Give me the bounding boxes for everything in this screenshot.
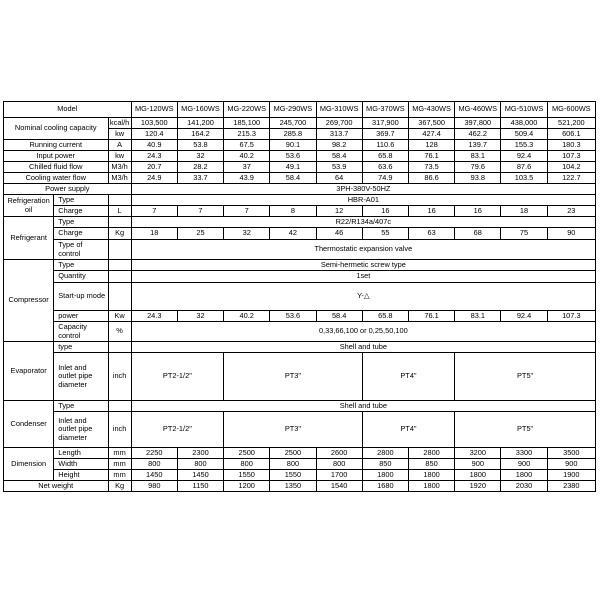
unit-cell: kw bbox=[108, 151, 131, 162]
sub-label: Length bbox=[54, 448, 108, 459]
value-cell: 1900 bbox=[547, 470, 595, 481]
value-cell: 86.6 bbox=[408, 173, 454, 184]
model-row bbox=[4, 102, 596, 118]
value-cell: 55 bbox=[362, 228, 408, 240]
value-cell: 1200 bbox=[224, 481, 270, 492]
unit-cell bbox=[108, 260, 131, 271]
pipe-value: PT3" bbox=[224, 353, 363, 401]
running-current-row bbox=[4, 140, 596, 151]
unit-cell: kcal/h bbox=[109, 117, 130, 127]
sub-label: type bbox=[54, 342, 108, 353]
value-cell: 92.4 bbox=[501, 311, 547, 322]
width-row bbox=[4, 459, 596, 470]
compressor-power-row bbox=[4, 311, 596, 322]
input-power-row bbox=[4, 151, 596, 162]
value-cell: 83.1 bbox=[455, 151, 501, 162]
value-cell: 269,700 bbox=[316, 118, 362, 129]
value-cell: 139.7 bbox=[455, 140, 501, 151]
value-cell: 40.9 bbox=[131, 140, 177, 151]
value-cell: 107.3 bbox=[547, 311, 595, 322]
value-cell: 87.6 bbox=[501, 162, 547, 173]
value-cell: 16 bbox=[362, 206, 408, 217]
unit-cell: inch bbox=[108, 353, 131, 401]
value-cell: 180.3 bbox=[547, 140, 595, 151]
unit-cell: L bbox=[108, 206, 131, 217]
power-supply-row bbox=[4, 184, 596, 195]
sub-label: Type bbox=[54, 260, 108, 271]
value-cell: 7 bbox=[224, 206, 270, 217]
value-cell: 12 bbox=[316, 206, 362, 217]
value-cell: 53.6 bbox=[270, 151, 316, 162]
unit-cell: % bbox=[108, 322, 131, 342]
compressor-type-row bbox=[4, 260, 596, 271]
sub-label: Start-up mode bbox=[54, 283, 108, 311]
value-cell: 25 bbox=[177, 228, 223, 240]
value-cell: 18 bbox=[501, 206, 547, 217]
value-cell: 122.7 bbox=[547, 173, 595, 184]
sub-label: Inlet and outlet pipe diameter bbox=[54, 412, 108, 448]
value-cell: 1800 bbox=[408, 481, 454, 492]
value-cell: 521,200 bbox=[547, 118, 595, 129]
value-cell: 98.2 bbox=[316, 140, 362, 151]
value-cell: 32 bbox=[177, 311, 223, 322]
value-cell: 46 bbox=[316, 228, 362, 240]
value-cell: 76.1 bbox=[408, 151, 454, 162]
value-cell: 1350 bbox=[270, 481, 316, 492]
spec-table bbox=[3, 101, 596, 492]
model-cell: MG-310WS bbox=[316, 102, 362, 118]
value-cell: 980 bbox=[131, 481, 177, 492]
sub-label: Type bbox=[54, 401, 108, 412]
unit-cell bbox=[108, 240, 131, 260]
value-cell: 2500 bbox=[224, 448, 270, 459]
value-cell: 2600 bbox=[316, 448, 362, 459]
value-cell: 65.8 bbox=[362, 311, 408, 322]
value-cell: 1700 bbox=[316, 470, 362, 481]
value-cell: 120.4 bbox=[131, 129, 177, 140]
cond-pipe-row bbox=[4, 412, 596, 448]
unit-cell: mm bbox=[108, 459, 131, 470]
unit-cell bbox=[108, 271, 131, 283]
model-cell: MG-220WS bbox=[224, 102, 270, 118]
value-cell: 850 bbox=[408, 459, 454, 470]
compressor-label: Compressor bbox=[4, 260, 54, 342]
unit-cell bbox=[108, 283, 131, 311]
unit-cell: M3/h bbox=[108, 173, 131, 184]
value-cell: 92.4 bbox=[501, 151, 547, 162]
cond-type-value: Shell and tube bbox=[131, 401, 595, 412]
value-cell: 462.2 bbox=[455, 129, 501, 140]
value-cell: 367,500 bbox=[408, 118, 454, 129]
control-type-row bbox=[4, 240, 596, 260]
value-cell: 900 bbox=[501, 459, 547, 470]
unit-cell: mm bbox=[108, 448, 131, 459]
value-cell: 83.1 bbox=[455, 311, 501, 322]
capacity-control-row bbox=[4, 322, 596, 342]
value-cell: 3500 bbox=[547, 448, 595, 459]
unit-cell: kw bbox=[108, 129, 131, 140]
unit-cell: Kw bbox=[108, 311, 131, 322]
value-cell: 1680 bbox=[362, 481, 408, 492]
value-cell: 58.4 bbox=[270, 173, 316, 184]
chilled-flow-label: Chilled fluid flow bbox=[4, 162, 109, 173]
value-cell: 18 bbox=[131, 228, 177, 240]
net-weight-label: Net weight bbox=[4, 481, 109, 492]
power-supply-value: 3PH-380V-50HZ bbox=[131, 184, 595, 195]
value-cell: 1150 bbox=[177, 481, 223, 492]
condenser-label: Condenser bbox=[4, 401, 54, 448]
value-cell: 76.1 bbox=[408, 311, 454, 322]
oil-type-value: HBR-A01 bbox=[131, 195, 595, 206]
value-cell: 800 bbox=[224, 459, 270, 470]
value-cell: 24.9 bbox=[131, 173, 177, 184]
height-row bbox=[4, 470, 596, 481]
sub-label: Charge bbox=[54, 228, 108, 240]
sub-label: Charge bbox=[54, 206, 108, 217]
value-cell: 317,900 bbox=[362, 118, 408, 129]
refrigerant-type-row bbox=[4, 217, 596, 228]
value-cell: 104.2 bbox=[547, 162, 595, 173]
model-cell: MG-120WS bbox=[131, 102, 177, 118]
value-cell: 7 bbox=[131, 206, 177, 217]
value-cell: 800 bbox=[131, 459, 177, 470]
compressor-qty-row bbox=[4, 271, 596, 283]
sub-label: Width bbox=[54, 459, 108, 470]
value-cell: 43.9 bbox=[224, 173, 270, 184]
input-power-label: Input power bbox=[4, 151, 109, 162]
model-cell: MG-600WS bbox=[547, 102, 595, 118]
unit-cell: Kg bbox=[108, 481, 131, 492]
value-cell: 900 bbox=[547, 459, 595, 470]
value-cell: 313.7 bbox=[316, 129, 362, 140]
length-row bbox=[4, 448, 596, 459]
value-cell: 397,800 bbox=[455, 118, 501, 129]
value-cell: 110.6 bbox=[362, 140, 408, 151]
value-cell: 2250 bbox=[131, 448, 177, 459]
value-cell: 509.4 bbox=[501, 129, 547, 140]
unit-cell bbox=[108, 217, 131, 228]
value-cell: 438,000 bbox=[501, 118, 547, 129]
value-cell: 65.8 bbox=[362, 151, 408, 162]
value-cell: 20.7 bbox=[131, 162, 177, 173]
value-cell: 369.7 bbox=[362, 129, 408, 140]
compressor-qty-value: 1set bbox=[131, 271, 595, 283]
value-cell: 90 bbox=[547, 228, 595, 240]
value-cell: 58.4 bbox=[316, 311, 362, 322]
value-cell: 37 bbox=[224, 162, 270, 173]
sub-label: Height bbox=[54, 470, 108, 481]
startup-value: Y-△ bbox=[131, 283, 595, 311]
value-cell: 1800 bbox=[408, 470, 454, 481]
value-cell: 40.2 bbox=[224, 151, 270, 162]
value-cell: 245,700 bbox=[270, 118, 316, 129]
sub-label: Capacity control bbox=[54, 322, 108, 342]
startup-row bbox=[4, 283, 596, 311]
value-cell: 16 bbox=[455, 206, 501, 217]
oil-type-row bbox=[4, 195, 596, 206]
value-cell: 1450 bbox=[131, 470, 177, 481]
value-cell: 1800 bbox=[362, 470, 408, 481]
value-cell: 32 bbox=[224, 228, 270, 240]
control-type-value: Thermostatic expansion valve bbox=[131, 240, 595, 260]
sub-label: power bbox=[54, 311, 108, 322]
sub-label: Type of control bbox=[54, 240, 108, 260]
value-cell: 24.3 bbox=[131, 311, 177, 322]
value-cell: 850 bbox=[362, 459, 408, 470]
value-cell: 93.8 bbox=[455, 173, 501, 184]
refrigerant-label: Refrigerant bbox=[4, 217, 54, 260]
value-cell: 1450 bbox=[177, 470, 223, 481]
value-cell: 64 bbox=[316, 173, 362, 184]
value-cell: 7 bbox=[177, 206, 223, 217]
value-cell: 2500 bbox=[270, 448, 316, 459]
value-cell: 128 bbox=[408, 140, 454, 151]
value-cell: 73.5 bbox=[408, 162, 454, 173]
unit-cell: inch bbox=[108, 412, 131, 448]
pipe-value: PT3" bbox=[224, 412, 363, 448]
value-cell: 42 bbox=[270, 228, 316, 240]
model-cell: MG-510WS bbox=[501, 102, 547, 118]
value-cell: 900 bbox=[455, 459, 501, 470]
net-weight-row bbox=[4, 481, 596, 492]
dimension-label: Dimension bbox=[4, 448, 54, 481]
pipe-value: PT2-1/2" bbox=[131, 353, 223, 401]
sub-label: Inlet and outlet pipe diameter bbox=[54, 353, 108, 401]
value-cell: 141,200 bbox=[177, 118, 223, 129]
value-cell: 2030 bbox=[501, 481, 547, 492]
sub-label: Type bbox=[54, 195, 108, 206]
refrigerant-type-value: R22/R134a/407c bbox=[131, 217, 595, 228]
value-cell: 58.4 bbox=[316, 151, 362, 162]
value-cell: 3300 bbox=[501, 448, 547, 459]
cooling-flow-row bbox=[4, 173, 596, 184]
value-cell: 67.5 bbox=[224, 140, 270, 151]
model-label: Model bbox=[4, 102, 132, 118]
value-cell: 23 bbox=[547, 206, 595, 217]
pipe-value: PT5" bbox=[455, 353, 596, 401]
pipe-value: PT5" bbox=[455, 412, 596, 448]
value-cell: 8 bbox=[270, 206, 316, 217]
unit-cell bbox=[108, 401, 131, 412]
model-cell: MG-370WS bbox=[362, 102, 408, 118]
value-cell: 285.8 bbox=[270, 129, 316, 140]
unit-cell: Kg bbox=[108, 228, 131, 240]
value-cell: 16 bbox=[408, 206, 454, 217]
unit-cell: A bbox=[108, 140, 131, 151]
value-cell: 53.6 bbox=[270, 311, 316, 322]
value-cell: 68 bbox=[455, 228, 501, 240]
cooling-flow-label: Cooling water flow bbox=[4, 173, 109, 184]
model-cell: MG-430WS bbox=[408, 102, 454, 118]
evap-pipe-row bbox=[4, 353, 596, 401]
cooling-label: Nominal cooling capacity bbox=[4, 118, 109, 140]
unit-cell: M3/h bbox=[108, 162, 131, 173]
capacity-control-value: 0,33,66,100 or 0,25,50,100 bbox=[131, 322, 595, 342]
value-cell: 164.2 bbox=[177, 129, 223, 140]
pipe-value: PT4" bbox=[362, 412, 454, 448]
value-cell: 40.2 bbox=[224, 311, 270, 322]
value-cell: 427.4 bbox=[408, 129, 454, 140]
value-cell: 90.1 bbox=[270, 140, 316, 151]
sub-label: Type bbox=[54, 217, 108, 228]
value-cell: 800 bbox=[270, 459, 316, 470]
value-cell: 800 bbox=[177, 459, 223, 470]
value-cell: 75 bbox=[501, 228, 547, 240]
value-cell: 33.7 bbox=[177, 173, 223, 184]
value-cell: 1540 bbox=[316, 481, 362, 492]
value-cell: 79.6 bbox=[455, 162, 501, 173]
value-cell: 53.9 bbox=[316, 162, 362, 173]
value-cell: 63 bbox=[408, 228, 454, 240]
value-cell: 2800 bbox=[408, 448, 454, 459]
evap-type-value: Shell and tube bbox=[131, 342, 595, 353]
value-cell: 800 bbox=[316, 459, 362, 470]
value-cell: 28.2 bbox=[177, 162, 223, 173]
value-cell: 1800 bbox=[501, 470, 547, 481]
value-cell: 185,100 bbox=[224, 118, 270, 129]
oil-charge-row bbox=[4, 206, 596, 217]
sub-label: Quantity bbox=[54, 271, 108, 283]
unit-cell bbox=[108, 342, 131, 353]
value-cell: 74.9 bbox=[362, 173, 408, 184]
value-cell: 32 bbox=[177, 151, 223, 162]
evaporator-label: Evaporator bbox=[4, 342, 54, 401]
unit-cell: mm bbox=[108, 470, 131, 481]
value-cell: 3200 bbox=[455, 448, 501, 459]
value-cell: 107.3 bbox=[547, 151, 595, 162]
cond-type-row bbox=[4, 401, 596, 412]
refrigerant-charge-row bbox=[4, 228, 596, 240]
value-cell: 2300 bbox=[177, 448, 223, 459]
value-cell: 606.1 bbox=[547, 129, 595, 140]
power-supply-label: Power supply bbox=[4, 184, 132, 195]
value-cell: 1800 bbox=[455, 470, 501, 481]
evap-type-row bbox=[4, 342, 596, 353]
value-cell: 2380 bbox=[547, 481, 595, 492]
value-cell: 155.3 bbox=[501, 140, 547, 151]
chilled-flow-row bbox=[4, 162, 596, 173]
model-cell: MG-160WS bbox=[177, 102, 223, 118]
running-current-label: Running current bbox=[4, 140, 109, 151]
cooling-kcal-row bbox=[4, 118, 596, 129]
model-cell: MG-460WS bbox=[455, 102, 501, 118]
value-cell: 103.5 bbox=[501, 173, 547, 184]
refrig-oil-label: Refrigeration oil bbox=[4, 195, 54, 217]
value-cell: 53.8 bbox=[177, 140, 223, 151]
value-cell: 24.3 bbox=[131, 151, 177, 162]
value-cell: 63.6 bbox=[362, 162, 408, 173]
model-cell: MG-290WS bbox=[270, 102, 316, 118]
value-cell: 215.3 bbox=[224, 129, 270, 140]
value-cell: 103,500 bbox=[131, 118, 177, 129]
value-cell: 1920 bbox=[455, 481, 501, 492]
pipe-value: PT2-1/2" bbox=[131, 412, 223, 448]
value-cell: 2800 bbox=[362, 448, 408, 459]
compressor-type-value: Semi-hermetic screw type bbox=[131, 260, 595, 271]
pipe-value: PT4" bbox=[362, 353, 454, 401]
value-cell: 1550 bbox=[270, 470, 316, 481]
value-cell: 1550 bbox=[224, 470, 270, 481]
value-cell: 49.1 bbox=[270, 162, 316, 173]
unit-cell bbox=[108, 195, 131, 206]
